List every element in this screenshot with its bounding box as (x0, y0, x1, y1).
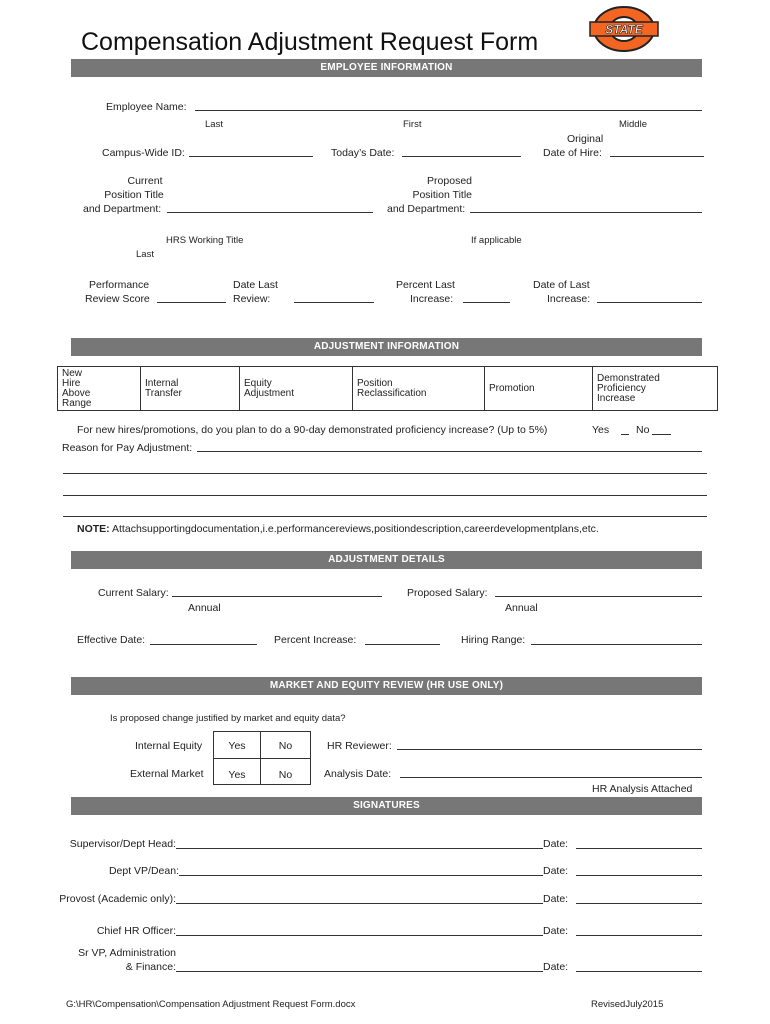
percent-last-label: Percent Last (396, 279, 455, 291)
adj-type-new-hire[interactable]: New Hire Above Range (58, 367, 141, 411)
external-market-no[interactable]: No (278, 769, 293, 781)
sig-date-field-provost[interactable] (576, 903, 702, 904)
date-of-hire-label: Date of Hire: (543, 147, 602, 159)
reason-field-line-3[interactable] (63, 495, 707, 496)
sig-date-field-srvp[interactable] (576, 971, 702, 972)
hr-reviewer-label: HR Reviewer: (327, 740, 392, 752)
date-of-last-label: Date of Last (533, 279, 590, 291)
hr-reviewer-field[interactable] (397, 749, 702, 750)
logo-text: STATE (605, 22, 643, 37)
page-title: Compensation Adjustment Request Form (81, 28, 539, 56)
section-header-market: MARKET AND EQUITY REVIEW (HR USE ONLY) (71, 677, 702, 695)
proposed-label: Proposed (427, 175, 472, 187)
sig-label-supervisor: Supervisor/Dept Head: (69, 838, 176, 850)
sig-label-srvp-line1: Sr VP, Administration (78, 947, 176, 959)
sig-label-vp-dean: Dept VP/Dean: (108, 865, 179, 877)
hr-analysis-attached-label: HR Analysis Attached (592, 783, 693, 795)
date-last-label: Date Last (233, 279, 278, 291)
sig-field-supervisor[interactable] (176, 848, 543, 849)
footer-revised: RevisedJuly2015 (591, 999, 664, 1010)
review-label: Review: (233, 293, 271, 305)
adjustment-type-table (57, 366, 718, 411)
reason-field-line-1[interactable] (197, 451, 702, 452)
hrs-working-title-label: HRS Working Title (166, 235, 244, 246)
date-of-hire-field[interactable] (610, 156, 704, 157)
reason-field-line-4[interactable] (63, 516, 707, 517)
sig-date-field-supervisor[interactable] (576, 848, 702, 849)
proposed-position-title-label: Position Title (412, 189, 472, 201)
osu-logo-icon (588, 4, 660, 54)
current-label: Current (127, 175, 163, 187)
note (77, 523, 599, 535)
section-header-details: ADJUSTMENT DETAILS (71, 551, 702, 569)
proficiency-no-label: No (636, 424, 650, 436)
middle-name-caption: Middle (619, 119, 647, 130)
sig-date-label-chief-hr: Date: (543, 925, 569, 937)
internal-equity-no[interactable]: No (278, 740, 293, 752)
effective-date-label: Effective Date: (77, 634, 146, 646)
date-of-last-increase-label: Increase: (547, 293, 591, 305)
sig-date-field-vp-dean[interactable] (576, 875, 702, 876)
proposed-salary-label: Proposed Salary: (407, 587, 488, 599)
analysis-date-label: Analysis Date: (324, 768, 392, 780)
last-name-caption: Last (205, 119, 223, 130)
if-applicable-label: If applicable (471, 235, 522, 246)
current-salary-field[interactable] (172, 596, 382, 597)
hiring-range-field[interactable] (531, 644, 702, 645)
adj-type-position-reclassification[interactable]: Position Reclassification (353, 367, 485, 411)
todays-date-label: Today’s Date: (331, 147, 395, 159)
sig-label-srvp-line2: & Finance: (125, 961, 176, 973)
percent-last-increase-label: Increase: (410, 293, 454, 305)
market-yes-no-grid (213, 731, 311, 785)
current-salary-annual-caption: Annual (188, 602, 221, 614)
adj-type-promotion[interactable]: Promotion (485, 367, 593, 411)
first-name-caption: First (403, 119, 422, 130)
sig-label-chief-hr: Chief HR Officer: (96, 925, 176, 937)
sig-field-vp-dean[interactable] (179, 875, 543, 876)
sig-date-label-srvp: Date: (543, 961, 569, 973)
effective-date-field[interactable] (150, 644, 257, 645)
reason-label: Reason for Pay Adjustment: (62, 442, 193, 454)
sig-field-provost[interactable] (176, 903, 543, 904)
internal-equity-label: Internal Equity (135, 740, 203, 752)
proposed-salary-field[interactable] (495, 596, 702, 597)
current-position-title-label: Position Title (104, 189, 164, 201)
proposed-department-label: and Department: (387, 203, 466, 215)
note-bold: NOTE: (77, 523, 110, 535)
sig-date-label-vp-dean: Date: (543, 865, 569, 877)
proficiency-yes-label: Yes (592, 424, 610, 436)
sig-field-srvp[interactable] (176, 971, 543, 972)
date-of-last-increase-field[interactable] (597, 302, 702, 303)
grid-divider-horizontal (214, 758, 310, 759)
reason-field-line-2[interactable] (63, 473, 707, 474)
external-market-yes[interactable]: Yes (228, 769, 246, 781)
current-department-label: and Department: (83, 203, 162, 215)
sig-field-chief-hr[interactable] (176, 935, 543, 936)
hrs-last-label: Last (136, 249, 154, 260)
external-market-label: External Market (130, 768, 204, 780)
current-position-field[interactable] (167, 212, 373, 213)
employee-name-label: Employee Name: (106, 101, 187, 113)
proposed-position-field[interactable] (470, 212, 702, 213)
adj-type-demonstrated-proficiency[interactable]: Demonstrated Proficiency Increase (593, 367, 718, 411)
section-header-employee: EMPLOYEE INFORMATION (71, 59, 702, 77)
campus-id-field[interactable] (189, 156, 313, 157)
proficiency-question: For new hires/promotions, do you plan to do a 90-day demonstrated proficiency increase? (Up to 5%) (77, 424, 548, 436)
employee-name-field[interactable] (195, 110, 702, 111)
internal-equity-yes[interactable]: Yes (228, 740, 246, 752)
section-header-signatures: SIGNATURES (71, 797, 702, 815)
percent-increase-field[interactable] (365, 644, 440, 645)
proficiency-no-field[interactable] (652, 434, 671, 435)
percent-increase-label: Percent Increase: (274, 634, 357, 646)
review-score-field[interactable] (157, 302, 226, 303)
campus-id-label: Campus-Wide ID: (102, 147, 185, 159)
todays-date-field[interactable] (402, 156, 521, 157)
current-salary-label: Current Salary: (98, 587, 169, 599)
date-last-review-field[interactable] (294, 302, 374, 303)
proficiency-yes-field[interactable] (621, 434, 629, 435)
proposed-salary-annual-caption: Annual (505, 602, 538, 614)
performance-label: Performance (89, 279, 150, 291)
footer-file-path: G:\HR\Compensation\Compensation Adjustment Request Form.docx (66, 999, 356, 1010)
section-header-adjustment: ADJUSTMENT INFORMATION (71, 338, 702, 356)
adj-type-internal-transfer[interactable]: Internal Transfer (141, 367, 240, 411)
sig-date-field-chief-hr[interactable] (576, 935, 702, 936)
review-score-label: Review Score (85, 293, 150, 305)
hiring-range-label: Hiring Range: (461, 634, 526, 646)
percent-last-increase-field[interactable] (463, 302, 510, 303)
analysis-date-field[interactable] (400, 777, 702, 778)
original-label: Original (567, 133, 604, 145)
adj-type-equity-adjustment[interactable]: Equity Adjustment (240, 367, 353, 411)
sig-date-label-supervisor: Date: (543, 838, 569, 850)
sig-label-provost: Provost (Academic only): (59, 893, 176, 905)
sig-date-label-provost: Date: (543, 893, 569, 905)
note-text: Attachsupportingdocumentation,i.e.performancereviews,positiondescription,careerdevelopmentplans,etc. (112, 523, 599, 535)
market-question: Is proposed change justified by market and equity data? (110, 713, 346, 724)
